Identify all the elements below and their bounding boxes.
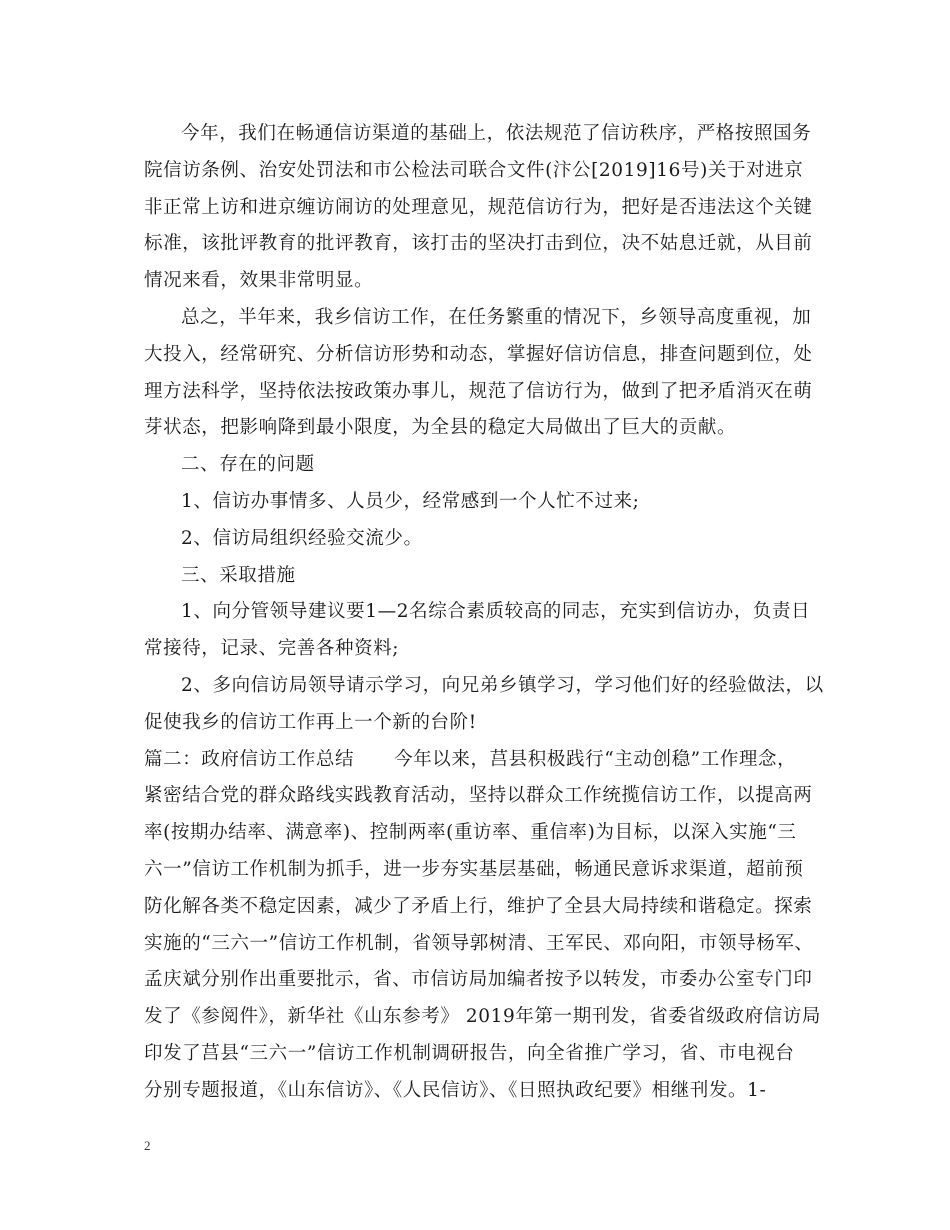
list-item: 1、信访办事情多、人员少，经常感到一个人忙不过来;: [181, 490, 640, 512]
document-body: [144, 116, 824, 1110]
paragraph-line: 发了《参阅件》，新华社《山东参考》 2019年第一期刊发，省委省级政府信访局: [144, 1006, 822, 1028]
paragraph-line: 芽状态，把影响降到最小限度，为全县的稳定大局做出了巨大的贡献。: [144, 417, 737, 439]
paragraph-line: 情况来看，效果非常明显。: [144, 270, 374, 292]
paragraph-line: 六一”信访工作机制为抓手，进一步夯实基层基础，畅通民意诉求渠道，超前预: [144, 858, 804, 880]
list-item: 2、信访局组织经验交流少。: [181, 527, 423, 549]
paragraph-line: 总之，半年来，我乡信访工作，在任务繁重的情况下，乡领导高度重视，加: [181, 306, 812, 328]
list-item: 1、向分管领导建议要1—2名综合素质较高的同志，充实到信访办，负责日: [181, 601, 811, 623]
page-number: 2: [144, 1138, 151, 1153]
list-item: 2、多向信访局领导请示学习，向兄弟乡镇学习，学习他们好的经验做法，以: [181, 674, 824, 696]
paragraph-line: 院信访条例、治安处罚法和市公检法司联合文件(汴公[2019]16号)关于对进京: [144, 159, 804, 181]
paragraph-line: 实施的“三六一”信访工作机制，省领导郭树清、王军民、邓向阳，市领导杨军、: [144, 932, 814, 954]
paragraph-line: 紧密结合党的群众路线实践教育活动，坚持以群众工作统揽信访工作，以提高两: [144, 785, 813, 807]
paragraph-line: 促使我乡的信访工作再上一个新的台阶!: [144, 711, 477, 733]
paragraph-line: 大投入，经常研究、分析信访形势和动态，掌握好信访信息，排查问题到位，处: [144, 343, 813, 365]
paragraph-line: 防化解各类不稳定因素，减少了矛盾上行，维护了全县大局持续和谐稳定。探索: [144, 895, 813, 917]
section-heading: 三、采取措施: [181, 564, 296, 586]
paragraph-line: 率(按期办结率、满意率)、控制两率(重访率、重信率)为目标，以深入实施“三: [144, 822, 797, 844]
paragraph-line: 理方法科学，坚持依法按政策办事儿，规范了信访行为，做到了把矛盾消灭在萌: [144, 380, 813, 402]
paragraph-line: [144, 742, 814, 779]
paragraph-line: 非正常上访和进京缠访闹访的处理意见，规范信访行为，把好是否违法这个关键: [144, 196, 813, 218]
article-title: 篇二：政府信访工作总结: [144, 748, 355, 770]
section-heading: 二、存在的问题: [181, 454, 315, 476]
paragraph-line: 常接待，记录、完善各种资料;: [144, 638, 400, 660]
paragraph-line: 印发了莒县“三六一”信访工作机制调研报告，向全省推广学习，省、市电视台: [144, 1042, 795, 1064]
paragraph-line: 孟庆斌分别作出重要批示，省、市信访局加编者按予以转发，市委办公室专门印: [144, 969, 813, 991]
article-lead: 今年以来，莒县积极践行“主动创稳”工作理念，: [394, 748, 797, 770]
paragraph-line: 标准，该批评教育的批评教育，该打击的坚决打击到位，决不姑息迁就，从目前: [144, 233, 813, 255]
paragraph-line: 分别专题报道，《山东信访》、《人民信访》、《日照执政纪要》相继刊发。1-: [144, 1079, 767, 1101]
paragraph-line: 今年，我们在畅通信访渠道的基础上，依法规范了信访秩序，严格按照国务: [181, 123, 812, 144]
